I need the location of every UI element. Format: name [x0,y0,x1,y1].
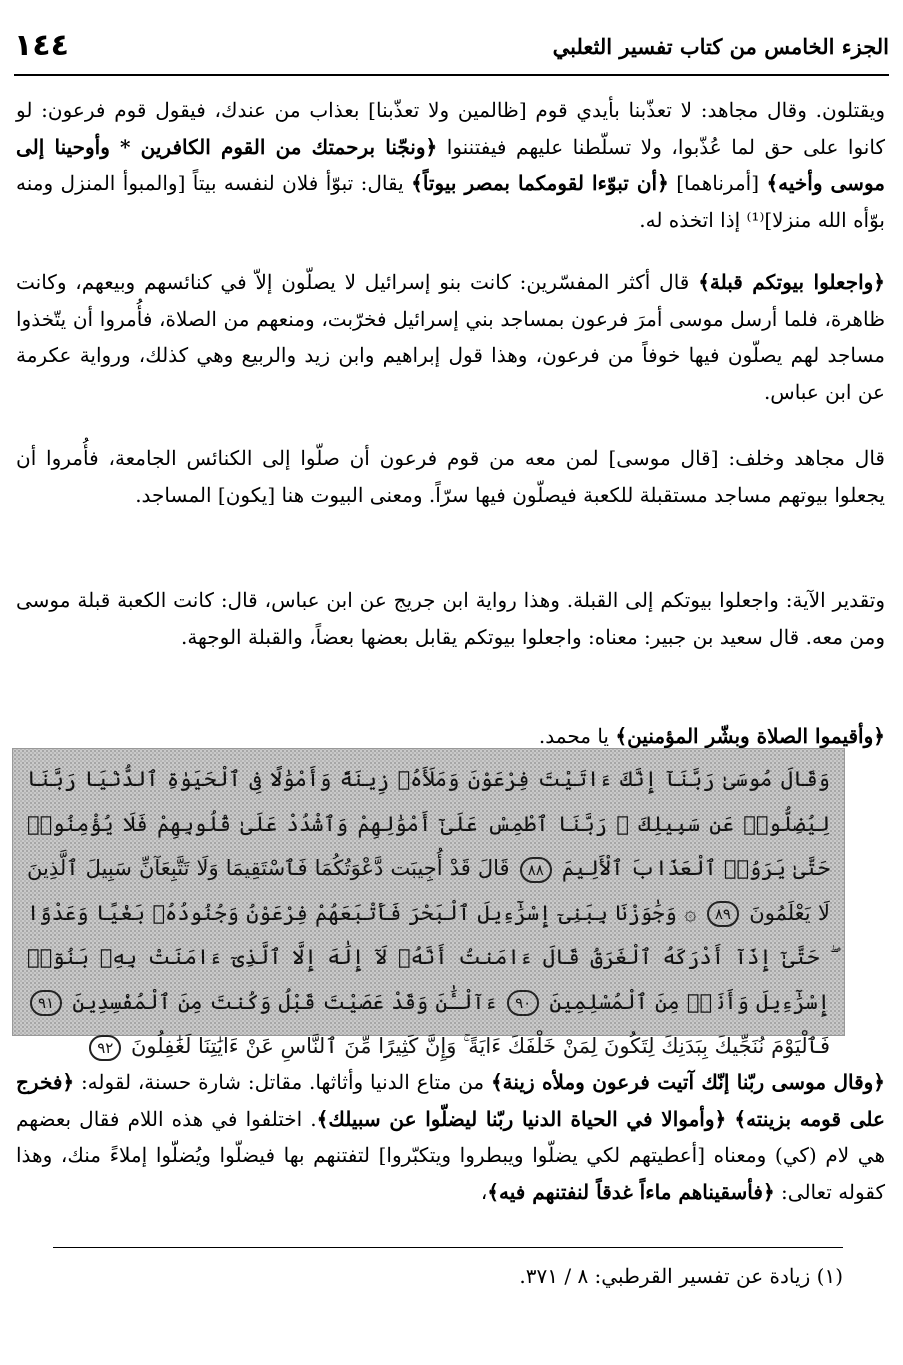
quran-verse: قَالَ قَدْ أُجِيبَت دَّعْوَتُكُمَا فَٱسْتَقِيمَا وَلَا تَتَّبِعَآنِّ سَبِيلَ ٱلَّذِينَ لَا يَعْلَمُونَ [27,856,830,925]
footnote [20,1258,843,1294]
paragraph-3 [16,440,885,513]
ayah-number-medallion: ٩١ [30,990,62,1016]
paragraph-1 [16,92,885,238]
footnote-marker: (١) [816,1264,843,1288]
footnote-divider [53,1247,843,1248]
commentary-text: ويقتلون. وقال مجاهد: لا تعذّبنا بأيدي قوم [ظالمين ولا تعذّبنا] بعذاب من عندك، فيقول قوم فرعون: لو كانوا على حق لما عُذّبوا، ولا تسلّطنا عليهم فيفتننوا [16,98,885,159]
quran-verse: فَٱلْيَوْمَ نُنَجِّيكَ بِبَدَنِكَ لِتَكُونَ لِمَنْ خَلْفَكَ ءَايَةً ۚ وَإِنَّ كَثِيرًا مِّنَ ٱلنَّاسِ عَنْ ءَايَٰتِنَا لَغَٰفِلُونَ [124,1034,830,1058]
quran-verse: ۞ وَجَٰوَزْنَا بِبَنِىٓ إِسْرَٰٓءِيلَ ٱلْبَحْرَ فَأَتْبَعَهُمْ فِرْعَوْنُ وَجُنُودُهُۥ بَغْيًا وَعَدْوًا ۖ حَتَّىٰٓ إِذَآ أَدْرَكَهُ ٱلْغَرَقُ قَالَ ءَامَنتُ أَنَّهُۥ لَآ إِلَٰهَ إِلَّا ٱلَّذِىٓ ءَامَنَتْ بِهِۦ بَنُوٓا۟ إِسْرَٰٓءِيلَ وَأَنَا۠ مِنَ ٱلْمُسْلِمِينَ [27,900,830,1014]
quran-quote: ﴿فخرج على قومه بزينته﴾ [16,1070,885,1131]
quran-quote: ﴿ونجّنا برحمتك من القوم الكافرين * وأوحينا إلى موسى وأخيه﴾ [16,134,885,195]
commentary-text: ، [480,1179,488,1204]
quran-quote: ﴿فأسقيناهم ماءاً غدقاً لنفتنهم فيه﴾ [487,1179,775,1204]
page-header [14,28,889,76]
quran-verse: وَقَالَ مُوسَىٰ رَبَّنَآ إِنَّكَ ءَاتَيْتَ فِرْعَوْنَ وَمَلَأَهُۥ زِينَةً وَأَمْوَٰلًا فِى ٱلْحَيَوٰةِ ٱلدُّنْيَا رَبَّنَا لِيُضِلُّوا۟ عَن سَبِيلِكَ ۖ رَبَّنَا ٱطْمِسْ عَلَىٰٓ أَمْوَٰلِهِمْ وَٱشْدُدْ عَلَىٰ قُلُوبِهِمْ فَلَا يُؤْمِنُوا۟ حَتَّىٰ يَرَوُا۟ ٱلْعَذَابَ ٱلْأَلِيمَ [27,767,830,880]
commentary-text: قال أكثر المفسّرين: كانت بنو إسرائيل لا يصلّون إلاّ في كنائسهم وبيعهم، وكانت ظاهرة، فلما أرسل موسى أمرَ فرعون بمساجد بني إسرائيل فخرّبت، ومنعهم من الصلاة، فأُمروا أن يتّخذوا مساجد لهم يصلّون فيها خوفاً من فرعون، وهذا قول إبراهيم وابن زيد والربيع وهي كذلك، ورواية عكرمة عن ابن عباس. [16,270,885,404]
commentary-text: وتقدير الآية: واجعلوا بيوتكم إلى القبلة. وهذا رواية ابن جريج عن ابن عباس، قال: كانت الكعبة قبلة موسى ومن معه. قال سعيد بن جبير: معناه: واجعلوا بيوتكم يقابل بعضها بعضاً، والقبلة الوجهة. [16,588,885,649]
ayah-number-medallion: ٩٠ [507,990,539,1016]
ayah-number-medallion: ٨٨ [520,857,552,883]
quran-verses-box [12,748,845,1058]
quran-quote: ﴿وأموالا في الحياة الدنيا ربّنا ليضلّوا عن سبيلك﴾ [316,1106,727,1131]
ayah-number-medallion: ٨٩ [707,901,739,927]
ayah-number-medallion: ٩٢ [89,1035,121,1061]
running-title: الجزء الخامس من كتاب تفسير الثعلبي [552,34,889,59]
commentary-text: من متاع الدنيا وأثاثها. مقاتل: شارة حسنة، لقوله: [74,1070,491,1094]
commentary-text: قال مجاهد وخلف: [قال موسى] لمن معه من قوم فرعون أن صلّوا إلى الكنائس الجامعة، فأُمروا أن يجعلوا بيوتهم مساجد مستقبلة للكعبة فيصلّون فيها سرّاً. ومعنى البيوت هنا [يكون] المساجد. [16,446,885,507]
paragraph-2 [16,264,885,410]
quran-quote: ﴿وأقيموا الصلاة وبشّر المؤمنين﴾ [615,724,885,748]
quran-quote: ﴿واجعلوا بيوتكم قبلة﴾ [698,270,885,294]
quran-verse: ءَآلْـَٰٔنَ وَقَدْ عَصَيْتَ قَبْلُ وَكُنتَ مِنَ ٱلْمُفْسِدِينَ [65,989,497,1014]
quran-verses-text [27,757,830,1069]
commentary-text: . اختلفوا في هذه اللام فقال بعضهم هي لام (كي) ومعناه [أعطيتهم لكي يضلّوا ويبطروا ويتكبّروا] لتفتنهم بها فيضلّوا ويُضلّوا إملاءً منك، وهذا كقوله تعالى: [16,1106,885,1204]
quran-quote: ﴿وقال موسى ربّنا إنّك آتيت فرعون وملأه زينة﴾ [490,1070,886,1094]
paragraph-4 [16,582,885,655]
page-number: ١٤٤ [14,28,69,63]
commentary-text: يقال: تبوّأ فلان لنفسه بيتاً [والمبوأ المنزل ومنه بوّأه الله منزلا]⁽¹⁾ إذا اتخذه له. [16,171,885,232]
quran-quote: ﴿أن تبوّءا لقومكما بمصر بيوتاً﴾ [411,171,669,195]
paragraph-6 [16,1064,885,1210]
footnote-text: زيادة عن تفسير القرطبي: ٨ / ٣٧١. [519,1264,811,1288]
commentary-text: يا محمد. [538,724,616,748]
commentary-text: [أمرناهما] [668,171,767,195]
